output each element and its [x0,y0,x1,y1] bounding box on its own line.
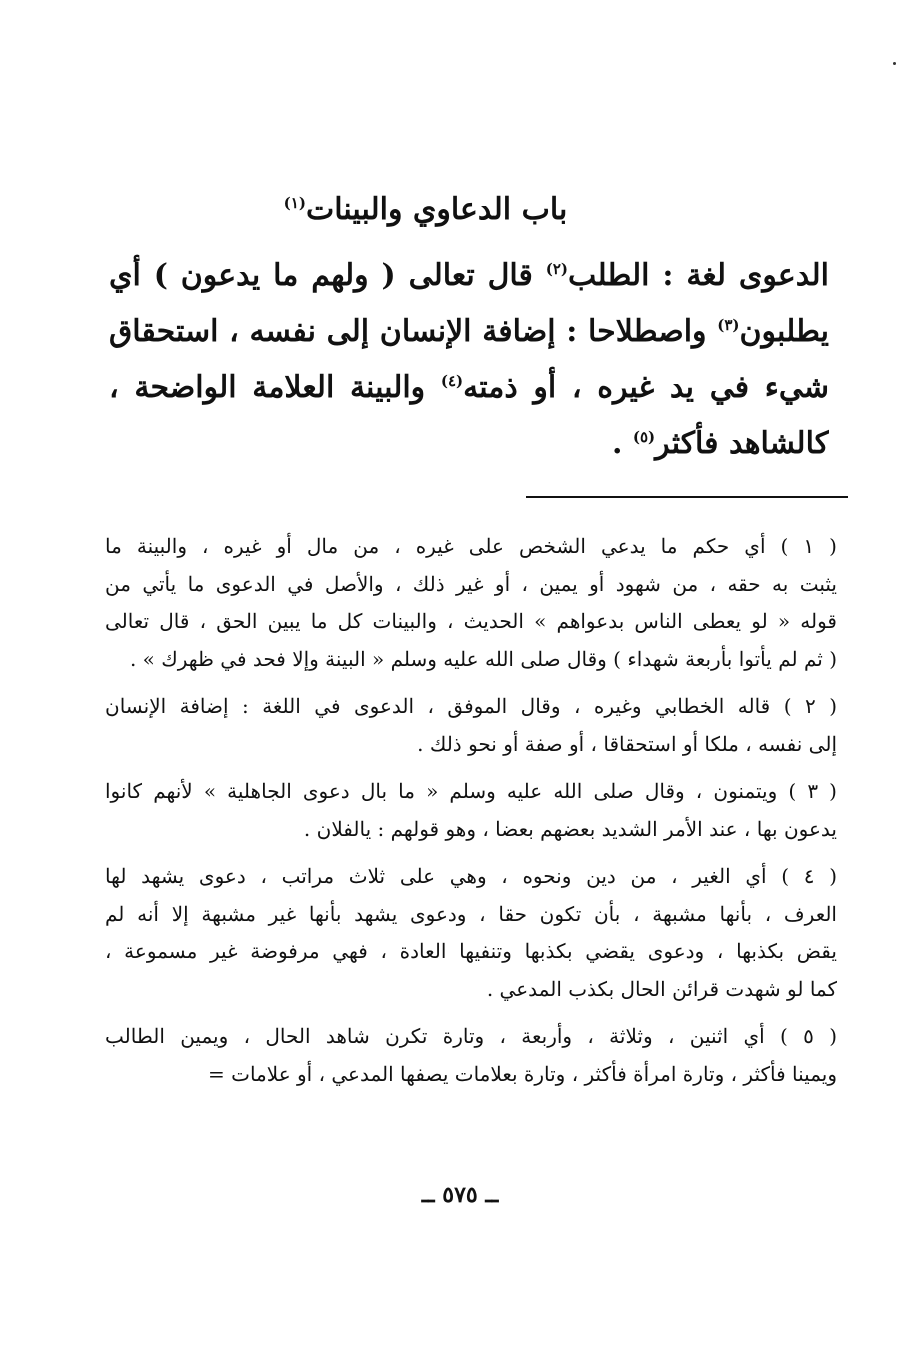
main-line [109,360,829,416]
footnote-line: ( ٢ ) قاله الخطابي وغيره ، وقال الموفق ، الدعوى في اللغة : إضافة الإنسان [105,694,837,718]
main-line-text: شيء في يد غيره ، أو ذمته [463,370,829,405]
main-line [109,248,829,304]
page-number: ــ ٥٧٥ ــ [421,1182,499,1208]
footnote-line: ( ٥ ) أي اثنين ، وثلاثة ، وأربعة ، وتارة تكرن شاهد الحال ، ويمين الطالب [105,1024,837,1048]
main-text [109,248,829,472]
main-line-text: قال تعالى ( ولهم ما يدعون ) أي [109,258,546,293]
main-line-text: والبينة العلامة الواضحة ، [109,370,441,405]
footnote-5 [105,1018,837,1093]
footnote-3 [105,773,837,848]
footnote-1 [105,528,837,678]
footnote-line: إلى نفسه ، ملكا أو استحقاقا ، أو صفة أو نحو ذلك . [417,731,837,756]
scan-speck [893,62,896,65]
chapter-title-footnote-marker: (١) [283,194,306,212]
footnote-line: ( ١ ) أي حكم ما يدعي الشخص على غيره ، من مال أو غيره ، والبينة ما [105,534,837,558]
main-line-text: واصطلاحا : إضافة الإنسان إلى نفسه ، استحقاق [109,314,718,349]
footnote-marker: (٢) [545,260,569,278]
footnote-line: يثبت به حقه ، من شهود أو يمين ، أو غير ذلك ، والأصل في الدعوى ما يأتي من [105,571,837,596]
main-line-text: الدعوى لغة : الطلب [568,258,829,293]
footnote-line: كما لو شهدت قرائن الحال بكذب المدعي . [486,976,837,1001]
footnote-marker: (٣) [717,316,740,334]
footnote-line: العرف ، بأنها مشبهة ، بأن تكون حقا ، ودعوى يشهد بأنها غير مشبهة إلا أنه لم [105,901,837,926]
footnote-line: قوله « لو يعطى الناس بدعواهم » الحديث ، والبينات كل ما يبين الحق ، قال تعالى [105,609,837,633]
footnote-marker: (٥) [632,428,656,446]
chapter-title [120,188,731,232]
main-line-text: يطلبون [739,314,829,349]
main-line-text: . [611,426,633,461]
footnote-2 [105,688,837,763]
footnote-marker: (٤) [440,372,464,390]
footnote-line: ( ٣ ) ويتمنون ، وقال صلى الله عليه وسلم « ما بال دعوى الجاهلية » لأنهم كانوا [105,779,837,803]
footnote-separator [526,496,848,498]
footnotes [105,528,837,1103]
main-line [109,416,829,472]
footnote-4 [105,858,837,1008]
footnote-line: ويمينا فأكثر ، وتارة امرأة فأكثر ، وتارة بعلامات يصفها المدعي ، أو علامات = [208,1061,837,1086]
main-line-text: كالشاهد فأكثر [655,426,829,461]
footnote-line: ( ٤ ) أي الغير ، من دين ونحوه ، وهي على ثلاث مراتب ، دعوى يشهد لها [105,864,837,888]
main-line [109,304,829,360]
footnote-line: يدعون بها ، عند الأمر الشديد بعضهم بعضا ، وهو قولهم : يالفلان . [303,816,837,841]
footnote-line: يقض بكذبها ، ودعوى يقضي بكذبها وتنفيها العادة ، فهي مرفوضة غير مسموعة ، [105,939,837,963]
chapter-title-text: باب الدعاوي والبينات [305,192,568,227]
footnote-line: ( ثم لم يأتوا بأربعة شهداء ) وقال صلى الله عليه وسلم « البينة وإلا فحد في ظهرك » . [129,646,837,671]
